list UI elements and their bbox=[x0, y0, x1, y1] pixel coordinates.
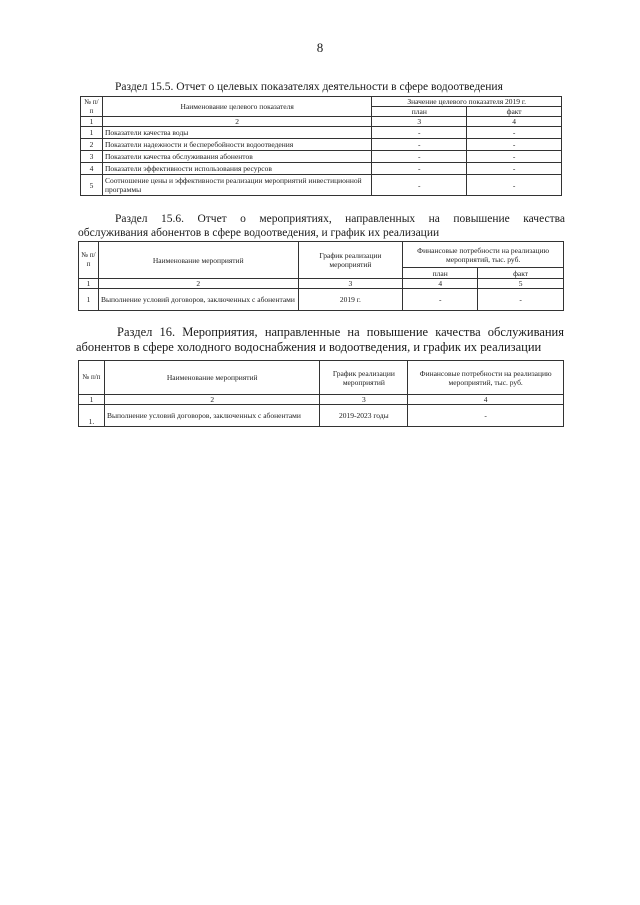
table-row bbox=[79, 405, 564, 427]
section-16-heading-line2: абонентов в сфере холодного водоснабжения и водоотведения, и график их реализации bbox=[76, 340, 542, 354]
service-quality-measures-table bbox=[78, 241, 564, 311]
section-15-5-heading: Раздел 15.5. Отчет о целевых показателях деятельности в сфере водоотведения bbox=[115, 81, 503, 93]
table-row bbox=[81, 151, 562, 163]
header-measure-name: Наименование мероприятий bbox=[98, 242, 298, 279]
row-fact: - bbox=[467, 151, 562, 163]
index-cell: 3 bbox=[298, 279, 403, 289]
table-row bbox=[81, 175, 562, 196]
index-row bbox=[79, 279, 564, 289]
row-measure-name: Выполнение условий договоров, заключенных с абонентами bbox=[104, 405, 319, 427]
row-num: 1 bbox=[81, 127, 103, 139]
table-row bbox=[79, 289, 564, 311]
header-plan: план bbox=[372, 107, 467, 117]
row-plan: - bbox=[403, 289, 478, 311]
header-value-group: Значение целевого показателя 2019 г. bbox=[372, 97, 562, 107]
table-row bbox=[81, 163, 562, 175]
index-cell: 2 bbox=[102, 117, 371, 127]
row-num: 5 bbox=[81, 175, 103, 196]
index-cell: 1 bbox=[79, 279, 99, 289]
row-measure-name: Выполнение условий договоров, заключенных с абонентами bbox=[98, 289, 298, 311]
section-15-6-heading-line2: обслуживания абонентов в сфере водоотведения, и график их реализации bbox=[78, 227, 440, 239]
table-row bbox=[81, 139, 562, 151]
row-indicator-name: Показатели эффективности использования ресурсов bbox=[102, 163, 371, 175]
row-indicator-name: Показатели качества обслуживания абонентов bbox=[102, 151, 371, 163]
row-plan: - bbox=[372, 139, 467, 151]
header-finance: Финансовые потребности на реализацию мероприятий, тыс. руб. bbox=[408, 361, 564, 395]
header-measure-name: Наименование мероприятий bbox=[104, 361, 319, 395]
index-cell: 4 bbox=[467, 117, 562, 127]
row-plan: - bbox=[372, 175, 467, 196]
index-cell: 5 bbox=[478, 279, 564, 289]
row-fact: - bbox=[467, 127, 562, 139]
row-plan: - bbox=[372, 163, 467, 175]
target-indicators-table bbox=[80, 96, 562, 196]
section-15-6-heading-line1: Раздел 15.6. Отчет о мероприятиях, направленных на повышение качества bbox=[115, 213, 565, 225]
index-cell: 3 bbox=[372, 117, 467, 127]
row-indicator-name: Соотношение цены и эффективности реализации мероприятий инвестиционной программы bbox=[102, 175, 371, 196]
index-cell: 2 bbox=[104, 395, 319, 405]
row-schedule: 2019-2023 годы bbox=[320, 405, 408, 427]
header-indicator-name: Наименование целевого показателя bbox=[102, 97, 371, 117]
row-num: 4 bbox=[81, 163, 103, 175]
row-plan: - bbox=[372, 127, 467, 139]
row-fact: - bbox=[467, 139, 562, 151]
row-num: 1. bbox=[79, 405, 105, 427]
cold-water-measures-table bbox=[78, 360, 564, 427]
section-16-heading-line1: Раздел 16. Мероприятия, направленные на повышение качества обслуживания bbox=[117, 325, 564, 339]
row-plan: - bbox=[372, 151, 467, 163]
index-cell: 2 bbox=[98, 279, 298, 289]
header-fact: факт bbox=[478, 268, 564, 279]
header-num: № п/п bbox=[79, 242, 99, 279]
row-indicator-name: Показатели надежности и бесперебойности водоотведения bbox=[102, 139, 371, 151]
header-schedule: График реализации мероприятий bbox=[298, 242, 403, 279]
index-cell: 4 bbox=[403, 279, 478, 289]
index-cell: 1 bbox=[81, 117, 103, 127]
index-row bbox=[79, 395, 564, 405]
row-indicator-name: Показатели качества воды bbox=[102, 127, 371, 139]
table-row bbox=[81, 127, 562, 139]
row-num: 1 bbox=[79, 289, 99, 311]
index-cell: 4 bbox=[408, 395, 564, 405]
row-finance: - bbox=[408, 405, 564, 427]
index-cell: 3 bbox=[320, 395, 408, 405]
row-num: 2 bbox=[81, 139, 103, 151]
header-fact: факт bbox=[467, 107, 562, 117]
row-num: 3 bbox=[81, 151, 103, 163]
header-schedule: График реализации мероприятий bbox=[320, 361, 408, 395]
row-fact: - bbox=[478, 289, 564, 311]
header-finance: Финансовые потребности на реализацию мероприятий, тыс. руб. bbox=[403, 242, 564, 268]
header-plan: план bbox=[403, 268, 478, 279]
header-num: № п/п bbox=[79, 361, 105, 395]
header-num: № п/п bbox=[81, 97, 103, 117]
row-schedule: 2019 г. bbox=[298, 289, 403, 311]
row-fact: - bbox=[467, 163, 562, 175]
page-number: 8 bbox=[316, 40, 324, 55]
row-fact: - bbox=[467, 175, 562, 196]
index-cell: 1 bbox=[79, 395, 105, 405]
index-row bbox=[81, 117, 562, 127]
